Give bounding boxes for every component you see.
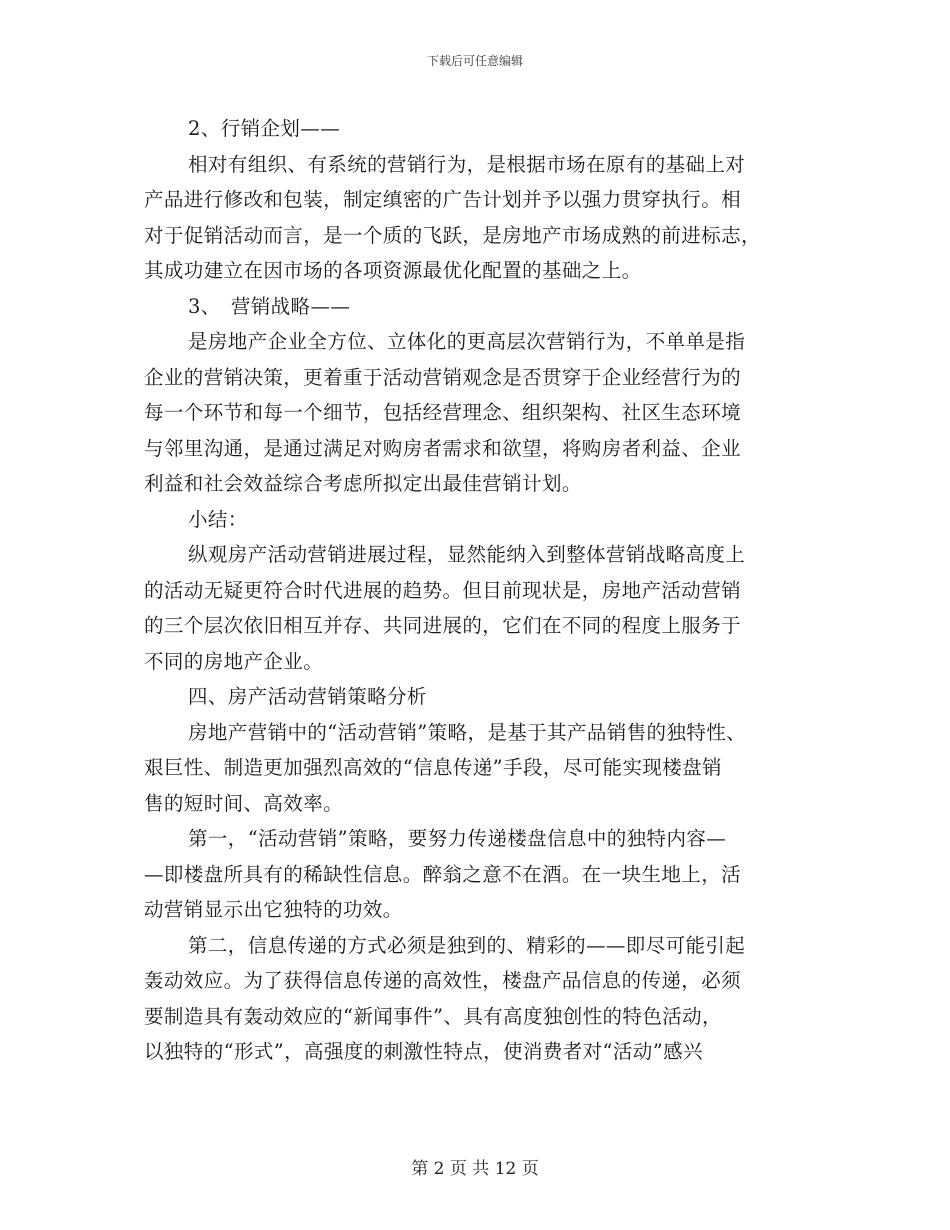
text-line: 相对有组织、有系统的营销行为，是根据市场在原有的基础上对 [188, 152, 746, 176]
text-line: 艰巨性、制造更加强烈高效的“信息传递”手段，尽可能实现楼盘销 [144, 756, 722, 779]
page-footer: 第 2 页 共 12 页 [411, 1159, 539, 1179]
document-body [144, 111, 814, 1070]
text-line: 第一，“活动营销”策略，要努力传递楼盘信息中的独特内容— [188, 827, 727, 850]
text-line: 小结： [188, 507, 248, 531]
text-line: 第二，信息传递的方式必须是独到的、精彩的——即尽可能引起 [188, 933, 746, 957]
text-line: 四、房产活动营销策略分析 [188, 685, 427, 708]
text-line: 房地产营销中的“活动营销”策略，是基于其产品销售的独特性、 [188, 720, 747, 744]
text-line: 以独特的“形式”，高强度的刺激性特点，使消费者对“活动”感兴 [144, 1040, 703, 1063]
text-line: 2、行销企划—— [188, 117, 341, 140]
text-line: 利益和社会效益综合考虑所拟定出最佳营销计划。 [144, 472, 582, 495]
page-header: 下载后可任意编辑 [426, 54, 523, 68]
text-line: 售的短时间、高效率。 [144, 791, 344, 815]
text-line: 与邻里沟通，是通过满足对购房者需求和欲望，将购房者利益、企业 [144, 436, 742, 460]
text-line: 企业的营销决策，更着重于活动营销观念是否贯穿于企业经营行为的 [144, 365, 742, 389]
text-line: 是房地产企业全方位、立体化的更高层次营销行为，不单单是指 [188, 330, 746, 353]
text-line: 纵观房产活动营销进展过程，显然能纳入到整体营销战略高度上 [188, 543, 746, 566]
text-line: 其成功建立在因市场的各项资源最优化配置的基础之上。 [144, 259, 642, 282]
text-line: 要制造具有轰动效应的“新闻事件”、具有高度独创性的特色活动， [144, 1004, 722, 1028]
text-line: 每一个环节和每一个细节，包括经营理念、组织架构、社区生态环境 [144, 401, 742, 424]
text-line: 产品进行修改和包装，制定缜密的广告计划并予以强力贯穿执行。相 [144, 188, 742, 211]
text-line: 对于促销活动而言，是一个质的飞跃，是房地产市场成熟的前进标志， [144, 223, 761, 247]
text-line: 的活动无疑更符合时代进展的趋势。但目前现状是，房地产活动营销 [144, 578, 742, 602]
text-line: 3、 营销战略—— [188, 294, 351, 318]
text-line: 轰动效应。为了获得信息传递的高效性，楼盘产品信息的传递，必须 [144, 969, 742, 992]
text-line: —即楼盘所具有的稀缺性信息。醉翁之意不在酒。在一块生地上，活 [144, 862, 742, 886]
text-line: 动营销显示出它独特的功效。 [144, 898, 403, 921]
text-line: 的三个层次依旧相互并存、共同进展的，它们在不同的程度上服务于 [144, 614, 742, 637]
text-line: 不同的房地产企业。 [144, 649, 324, 673]
